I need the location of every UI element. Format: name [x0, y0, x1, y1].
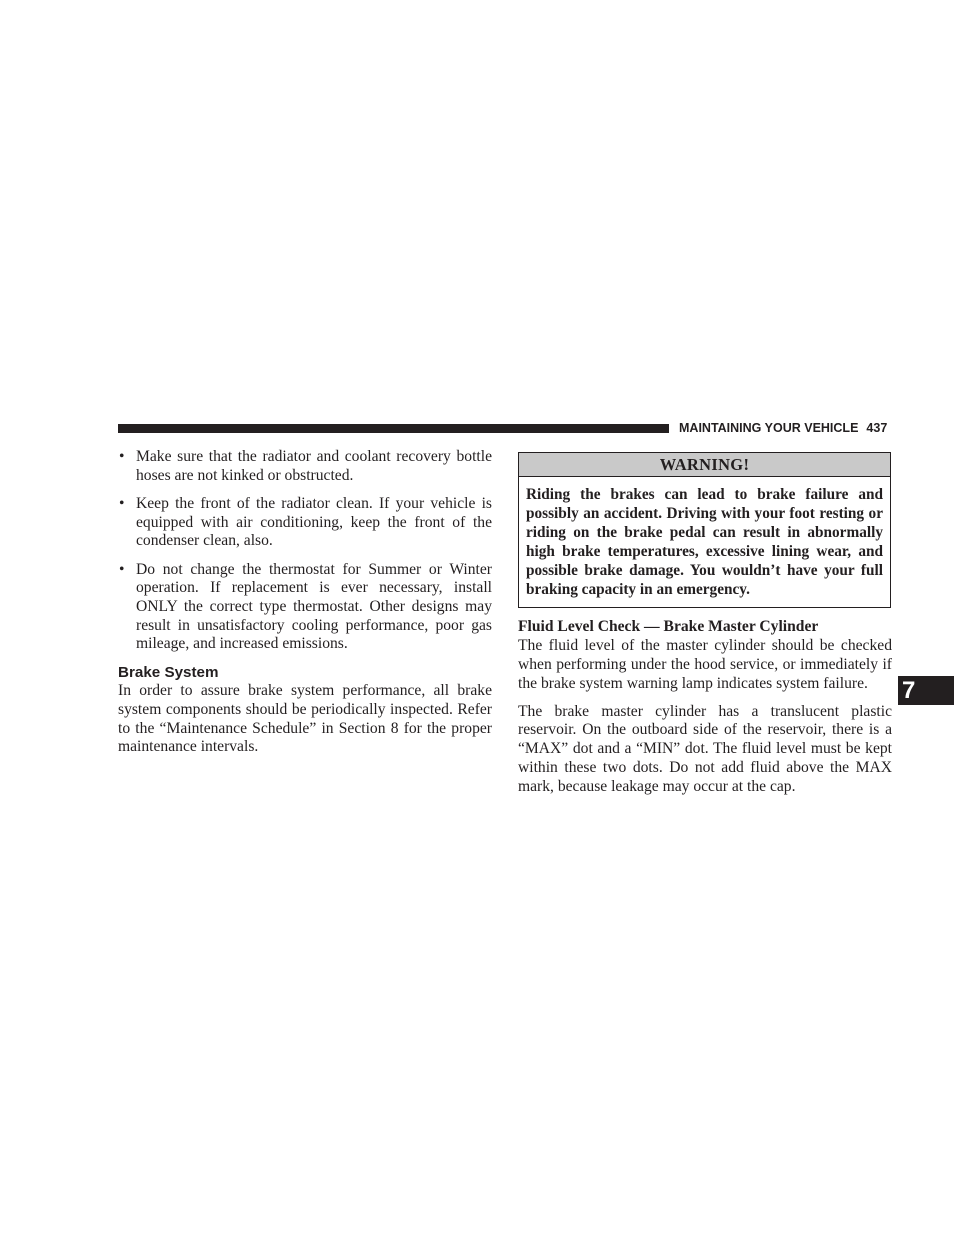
- cooling-tips-list: [118, 448, 492, 654]
- list-item-text: Make sure that the radiator and coolant recovery bottle hoses are not kinked or obstructed.: [136, 448, 492, 484]
- list-item: [118, 561, 492, 655]
- list-item-text: Do not change the thermostat for Summer or Winter operation. If replacement is ever necessary, install ONLY the correct type thermostat. Other designs may result in unsatisfactory cooling performance, poor gas mileage, and increased emissions.: [136, 560, 492, 653]
- fluid-level-heading: Fluid Level Check — Brake Master Cylinder: [518, 618, 819, 636]
- brake-system-paragraph: In order to assure brake system performance, all brake system components should be periodically inspected. Refer to the “Maintenance Schedule” in Section 8 for the proper maintenance intervals.: [118, 682, 492, 756]
- bullet-icon: •: [119, 494, 125, 512]
- list-item: [118, 448, 492, 485]
- page-number: 437: [866, 421, 888, 435]
- running-header: [679, 420, 893, 436]
- bullet-icon: •: [119, 448, 125, 465]
- brake-system-heading: Brake System: [118, 663, 219, 681]
- header-rule: [118, 424, 669, 433]
- list-item: [118, 495, 492, 551]
- warning-title: WARNING!: [519, 453, 890, 477]
- header-section-title: MAINTAINING YOUR VEHICLE: [679, 421, 859, 435]
- fluid-level-paragraph-2: The brake master cylinder has a translucent plastic reservoir. On the outboard side of the reservoir, there is a “MAX” dot and a “MIN” dot. The fluid level must be kept within these two dots. Do not add fluid above the MAX mark, because leakage may occur at the cap.: [518, 702, 892, 795]
- right-column: [518, 448, 892, 796]
- list-item-text: Keep the front of the radiator clean. If your vehicle is equipped with air conditioning, keep the front of the condenser clean, also.: [136, 494, 492, 550]
- warning-text: Riding the brakes can lead to brake failure and possibly an accident. Driving with your foot resting or riding on the brake pedal can result in abnormally high brake temperatures, excessive lining wear, and possible brake damage. You wouldn’t have your full braking capacity in an emergency.: [526, 486, 883, 598]
- chapter-tab: 7: [898, 676, 954, 705]
- warning-box: [518, 452, 891, 608]
- left-column: [118, 448, 492, 757]
- fluid-level-paragraph-1: The fluid level of the master cylinder should be checked when performing under the hood service, or immediately if the brake system warning lamp indicates system failure.: [518, 637, 892, 692]
- bullet-icon: •: [119, 560, 125, 578]
